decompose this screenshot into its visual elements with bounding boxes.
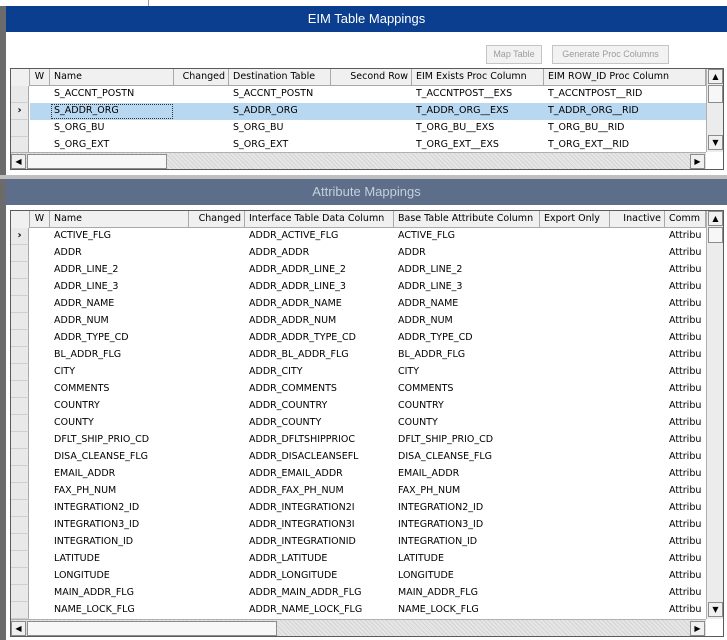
- cell-comm[interactable]: Attribu: [669, 349, 702, 360]
- cell-name[interactable]: NAME_LOCK_FLG: [54, 604, 135, 615]
- attribute-vertical-scrollbar[interactable]: [706, 211, 723, 619]
- eim-col-w[interactable]: W: [30, 69, 50, 86]
- cell-name[interactable]: ADDR_TYPE_CD: [54, 332, 129, 343]
- cell-comm[interactable]: Attribu: [669, 230, 702, 241]
- row-indicator[interactable]: [11, 398, 29, 415]
- cell-comm[interactable]: Attribu: [669, 400, 702, 411]
- row-indicator[interactable]: [11, 602, 29, 619]
- cell-name[interactable]: COUNTY: [54, 417, 94, 428]
- cell-iface[interactable]: ADDR_DFLTSHIPPRIOC: [249, 434, 355, 445]
- row-indicator[interactable]: [11, 279, 29, 296]
- cell-comm[interactable]: Attribu: [669, 332, 702, 343]
- table-row[interactable]: [11, 262, 706, 279]
- cell-dest[interactable]: S_ORG_EXT: [233, 139, 289, 150]
- row-indicator[interactable]: ›: [11, 228, 29, 245]
- row-indicator[interactable]: [11, 347, 29, 364]
- table-row[interactable]: [11, 228, 706, 245]
- cell-dest[interactable]: S_ADDR_ORG: [229, 103, 331, 120]
- eim-vertical-scrollbar[interactable]: [706, 69, 723, 152]
- cell-iface[interactable]: ADDR_INTEGRATION2I: [249, 502, 355, 513]
- table-row[interactable]: [11, 313, 706, 330]
- cell-base[interactable]: ADDR: [398, 247, 426, 258]
- cell-comm[interactable]: Attribu: [669, 417, 702, 428]
- table-row[interactable]: [11, 245, 706, 262]
- row-indicator[interactable]: [11, 585, 29, 602]
- arrow-right-icon[interactable]: ▶: [690, 154, 705, 169]
- cell-rowid[interactable]: T_ORG_BU__RID: [548, 122, 625, 133]
- cell-iface[interactable]: ADDR_ADDR_NUM: [249, 315, 337, 326]
- eim-hscroll-thumb[interactable]: [27, 154, 167, 169]
- cell-iface[interactable]: ADDR_BL_ADDR_FLG: [249, 349, 349, 360]
- row-indicator[interactable]: [11, 534, 29, 551]
- cell-base[interactable]: LONGITUDE: [398, 570, 454, 581]
- cell-iface[interactable]: ADDR_MAIN_ADDR_FLG: [249, 587, 362, 598]
- arrow-up-icon[interactable]: ▲: [708, 211, 723, 226]
- cell-base[interactable]: INTEGRATION_ID: [398, 536, 478, 547]
- cell-w[interactable]: [30, 86, 50, 103]
- attr-col-w[interactable]: W: [30, 211, 50, 228]
- attr-col-name[interactable]: Name: [50, 211, 189, 228]
- attribute-hscroll-thumb[interactable]: [27, 621, 277, 636]
- cell-comm[interactable]: Attribu: [669, 247, 702, 258]
- arrow-right-icon[interactable]: ▶: [690, 621, 705, 636]
- table-row[interactable]: [11, 585, 706, 602]
- cell-name[interactable]: EMAIL_ADDR: [54, 468, 116, 479]
- cell-iface[interactable]: ADDR_LONGITUDE: [249, 570, 338, 581]
- arrow-down-icon[interactable]: ▼: [708, 602, 723, 617]
- cell-base[interactable]: INTEGRATION2_ID: [398, 502, 484, 513]
- cell-base[interactable]: CITY: [398, 366, 420, 377]
- cell-name[interactable]: S_ORG_BU: [54, 122, 105, 133]
- table-row[interactable]: [11, 296, 706, 313]
- cell-changed[interactable]: [174, 103, 229, 120]
- row-indicator[interactable]: [11, 466, 29, 483]
- left-frame-border: [0, 6, 6, 640]
- eim-table-grid[interactable]: [10, 68, 724, 170]
- row-indicator[interactable]: [11, 483, 29, 500]
- cell-comm[interactable]: Attribu: [669, 383, 702, 394]
- cell-changed[interactable]: [174, 137, 229, 152]
- cell-rowid[interactable]: T_ORG_EXT__RID: [548, 139, 630, 150]
- cell-exists[interactable]: T_ADDR_ORG__EXS: [412, 103, 544, 120]
- attribute-table-header: [11, 211, 706, 228]
- attr-col-inactive[interactable]: Inactive: [610, 211, 665, 228]
- cell-iface[interactable]: ADDR_ADDR_TYPE_CD: [249, 332, 356, 343]
- cell-exists[interactable]: T_ACCNTPOST__EXS: [416, 88, 513, 99]
- eim-col-rowid-proc[interactable]: EIM ROW_ID Proc Column: [544, 69, 706, 86]
- cell-name[interactable]: ADDR_LINE_3: [54, 281, 119, 292]
- row-indicator[interactable]: [11, 432, 29, 449]
- table-row[interactable]: [11, 466, 706, 483]
- row-indicator[interactable]: [11, 330, 29, 347]
- cell-name[interactable]: DISA_CLEANSE_FLG: [54, 451, 149, 462]
- cell-iface[interactable]: ADDR_ADDR: [249, 247, 310, 258]
- cell-rowid[interactable]: T_ACCNTPOST__RID: [548, 88, 643, 99]
- cell-changed[interactable]: [174, 86, 229, 103]
- attribute-panel-title: Attribute Mappings: [6, 179, 727, 205]
- cell-comm[interactable]: Attribu: [669, 264, 702, 275]
- table-row[interactable]: [11, 483, 706, 500]
- cell-w[interactable]: [30, 103, 50, 120]
- row-indicator[interactable]: [11, 500, 29, 517]
- eim-col-destination-table[interactable]: Destination Table: [229, 69, 331, 86]
- cell-dest[interactable]: S_ORG_BU: [233, 122, 284, 133]
- cell-name[interactable]: ACTIVE_FLG: [54, 230, 111, 241]
- row-indicator[interactable]: [11, 415, 29, 432]
- cell-second[interactable]: [331, 120, 412, 137]
- cell-comm[interactable]: Attribu: [669, 434, 702, 445]
- cell-base[interactable]: COUNTY: [398, 417, 438, 428]
- table-row[interactable]: [11, 398, 706, 415]
- cell-second[interactable]: [331, 86, 412, 103]
- cell-base[interactable]: MAIN_ADDR_FLG: [398, 587, 478, 598]
- cell-rowid[interactable]: T_ADDR_ORG__RID: [544, 103, 706, 120]
- attr-col-export-only[interactable]: Export Only: [540, 211, 610, 228]
- cell-comm[interactable]: Attribu: [669, 536, 702, 547]
- cell-w[interactable]: [30, 137, 50, 152]
- cell-base[interactable]: ADDR_LINE_2: [398, 264, 463, 275]
- generate-proc-columns-button[interactable]: Generate Proc Columns: [552, 45, 669, 64]
- cell-comm[interactable]: Attribu: [669, 553, 702, 564]
- cell-comm[interactable]: Attribu: [669, 519, 702, 530]
- cell-name[interactable]: S_ORG_EXT: [54, 139, 110, 150]
- attr-col-interface-column[interactable]: Interface Table Data Column: [245, 211, 394, 228]
- row-indicator[interactable]: ›: [11, 103, 29, 120]
- table-row[interactable]: [11, 330, 706, 347]
- row-indicator[interactable]: [11, 262, 29, 279]
- cell-comm[interactable]: Attribu: [669, 298, 702, 309]
- table-row[interactable]: [11, 347, 706, 364]
- cell-second[interactable]: [331, 103, 412, 120]
- cell-base[interactable]: EMAIL_ADDR: [398, 468, 460, 479]
- table-row[interactable]: [11, 279, 706, 296]
- eim-col-exists-proc[interactable]: EIM Exists Proc Column: [412, 69, 544, 86]
- cell-name[interactable]: INTEGRATION3_ID: [54, 519, 140, 530]
- cell-name[interactable]: INTEGRATION2_ID: [54, 502, 140, 513]
- cell-iface[interactable]: ADDR_EMAIL_ADDR: [249, 468, 343, 479]
- cell-base[interactable]: NAME_LOCK_FLG: [398, 604, 479, 615]
- arrow-left-icon[interactable]: ◀: [11, 154, 26, 169]
- table-row[interactable]: [11, 602, 706, 619]
- arrow-down-icon[interactable]: ▼: [708, 135, 723, 150]
- cell-iface[interactable]: ADDR_ADDR_LINE_2: [249, 264, 346, 275]
- cell-iface[interactable]: ADDR_COMMENTS: [249, 383, 337, 394]
- eim-col-second-row[interactable]: Second Row: [331, 69, 412, 86]
- row-header-corner: [11, 211, 30, 228]
- cell-comm[interactable]: Attribu: [669, 570, 702, 581]
- cell-exists[interactable]: T_ORG_BU__EXS: [416, 122, 495, 133]
- eim-col-changed[interactable]: Changed: [174, 69, 229, 86]
- cell-w[interactable]: [30, 120, 50, 137]
- arrow-left-icon[interactable]: ◀: [11, 621, 26, 636]
- eim-table-header: [11, 69, 706, 86]
- cell-name[interactable]: ADDR_NAME: [54, 298, 115, 309]
- cell-comm[interactable]: Attribu: [669, 451, 702, 462]
- attr-col-comments[interactable]: Comm: [665, 211, 706, 228]
- cell-base[interactable]: ADDR_LINE_3: [398, 281, 463, 292]
- cell-exists[interactable]: T_ORG_EXT__EXS: [416, 139, 499, 150]
- cell-name[interactable]: ADDR: [54, 247, 82, 258]
- table-row[interactable]: [11, 120, 706, 137]
- row-indicator[interactable]: [11, 449, 29, 466]
- attribute-horizontal-scrollbar[interactable]: [11, 619, 706, 636]
- cell-iface[interactable]: ADDR_FAX_PH_NUM: [249, 485, 344, 496]
- cell-iface[interactable]: ADDR_ADDR_LINE_3: [249, 281, 346, 292]
- row-indicator[interactable]: [11, 120, 29, 137]
- cell-comm[interactable]: Attribu: [669, 468, 702, 479]
- row-indicator[interactable]: [11, 381, 29, 398]
- cell-base[interactable]: COUNTRY: [398, 400, 444, 411]
- cell-base[interactable]: ADDR_NUM: [398, 315, 453, 326]
- table-row[interactable]: [11, 137, 706, 152]
- cell-comm[interactable]: Attribu: [669, 315, 702, 326]
- table-row[interactable]: [11, 86, 706, 103]
- map-table-button[interactable]: Map Table: [486, 45, 542, 64]
- cell-name[interactable]: LONGITUDE: [54, 570, 110, 581]
- cell-base[interactable]: ACTIVE_FLG: [398, 230, 455, 241]
- cell-base[interactable]: INTEGRATION3_ID: [398, 519, 484, 530]
- cell-comm[interactable]: Attribu: [669, 604, 702, 615]
- cell-name[interactable]: S_ACCNT_POSTN: [54, 88, 135, 99]
- table-row[interactable]: [11, 449, 706, 466]
- cell-name[interactable]: ADDR_LINE_2: [54, 264, 119, 275]
- table-row[interactable]: [11, 517, 706, 534]
- table-row[interactable]: [11, 568, 706, 585]
- row-indicator[interactable]: [11, 568, 29, 585]
- cell-comm[interactable]: Attribu: [669, 281, 702, 292]
- cell-dest[interactable]: S_ACCNT_POSTN: [233, 88, 314, 99]
- row-indicator[interactable]: [11, 296, 29, 313]
- row-indicator[interactable]: [11, 551, 29, 568]
- cell-second[interactable]: [331, 137, 412, 152]
- cell-comm[interactable]: Attribu: [669, 587, 702, 598]
- cell-base[interactable]: BL_ADDR_FLG: [398, 349, 466, 360]
- cell-comm[interactable]: Attribu: [669, 366, 702, 377]
- eim-vscroll-thumb[interactable]: [708, 85, 723, 103]
- cell-base[interactable]: COMMENTS: [398, 383, 454, 394]
- cell-base[interactable]: FAX_PH_NUM: [398, 485, 461, 496]
- cell-name[interactable]: DFLT_SHIP_PRIO_CD: [54, 434, 150, 445]
- cell-base[interactable]: ADDR_TYPE_CD: [398, 332, 473, 343]
- attr-col-base-attribute-column[interactable]: Base Table Attribute Column: [394, 211, 540, 228]
- arrow-up-icon[interactable]: ▲: [708, 69, 723, 84]
- table-row[interactable]: [11, 534, 706, 551]
- cell-name[interactable]: INTEGRATION_ID: [54, 536, 134, 547]
- table-row[interactable]: [11, 500, 706, 517]
- cell-iface[interactable]: ADDR_ACTIVE_FLG: [249, 230, 339, 241]
- cell-iface[interactable]: ADDR_INTEGRATION3I: [249, 519, 355, 530]
- eim-col-name[interactable]: Name: [50, 69, 174, 86]
- row-indicator[interactable]: [11, 364, 29, 381]
- cell-base[interactable]: DFLT_SHIP_PRIO_CD: [398, 434, 494, 445]
- cell-name[interactable]: MAIN_ADDR_FLG: [54, 587, 134, 598]
- attribute-table-grid[interactable]: [10, 210, 724, 637]
- table-row[interactable]: [11, 381, 706, 398]
- cell-iface[interactable]: ADDR_ADDR_NAME: [249, 298, 342, 309]
- cell-name[interactable]: BL_ADDR_FLG: [54, 349, 122, 360]
- cell-base[interactable]: LATITUDE: [398, 553, 444, 564]
- table-row[interactable]: [11, 364, 706, 381]
- table-row[interactable]: [11, 551, 706, 568]
- cell-base[interactable]: ADDR_NAME: [398, 298, 459, 309]
- row-indicator[interactable]: [11, 137, 29, 152]
- cell-iface[interactable]: ADDR_COUNTY: [249, 417, 322, 428]
- row-indicator[interactable]: [11, 86, 29, 103]
- eim-panel-title: EIM Table Mappings: [6, 6, 727, 32]
- cell-comm[interactable]: Attribu: [669, 502, 702, 513]
- cell-name[interactable]: CITY: [54, 366, 76, 377]
- cell-name[interactable]: COUNTRY: [54, 400, 100, 411]
- row-indicator[interactable]: [11, 313, 29, 330]
- cell-name[interactable]: ADDR_NUM: [54, 315, 109, 326]
- table-row[interactable]: [11, 103, 706, 120]
- cell-iface[interactable]: ADDR_COUNTRY: [249, 400, 328, 411]
- cell-base[interactable]: DISA_CLEANSE_FLG: [398, 451, 493, 462]
- cell-iface[interactable]: ADDR_LATITUDE: [249, 553, 328, 564]
- row-header-corner: [11, 69, 30, 86]
- cell-comm[interactable]: Attribu: [669, 485, 702, 496]
- cell-name[interactable]: LATITUDE: [54, 553, 100, 564]
- attribute-vscroll-thumb[interactable]: [708, 227, 723, 243]
- cell-name[interactable]: COMMENTS: [54, 383, 110, 394]
- cell-name[interactable]: S_ADDR_ORG: [50, 103, 174, 120]
- cell-name[interactable]: FAX_PH_NUM: [54, 485, 117, 496]
- cell-changed[interactable]: [174, 120, 229, 137]
- cell-iface[interactable]: ADDR_DISACLEANSEFL: [249, 451, 359, 462]
- attr-col-changed[interactable]: Changed: [189, 211, 245, 228]
- row-indicator[interactable]: [11, 517, 29, 534]
- eim-horizontal-scrollbar[interactable]: [11, 152, 706, 169]
- table-row[interactable]: [11, 415, 706, 432]
- cell-iface[interactable]: ADDR_CITY: [249, 366, 303, 377]
- cell-iface[interactable]: ADDR_NAME_LOCK_FLG: [249, 604, 363, 615]
- table-row[interactable]: [11, 432, 706, 449]
- cell-iface[interactable]: ADDR_INTEGRATIONID: [249, 536, 356, 547]
- row-indicator[interactable]: [11, 245, 29, 262]
